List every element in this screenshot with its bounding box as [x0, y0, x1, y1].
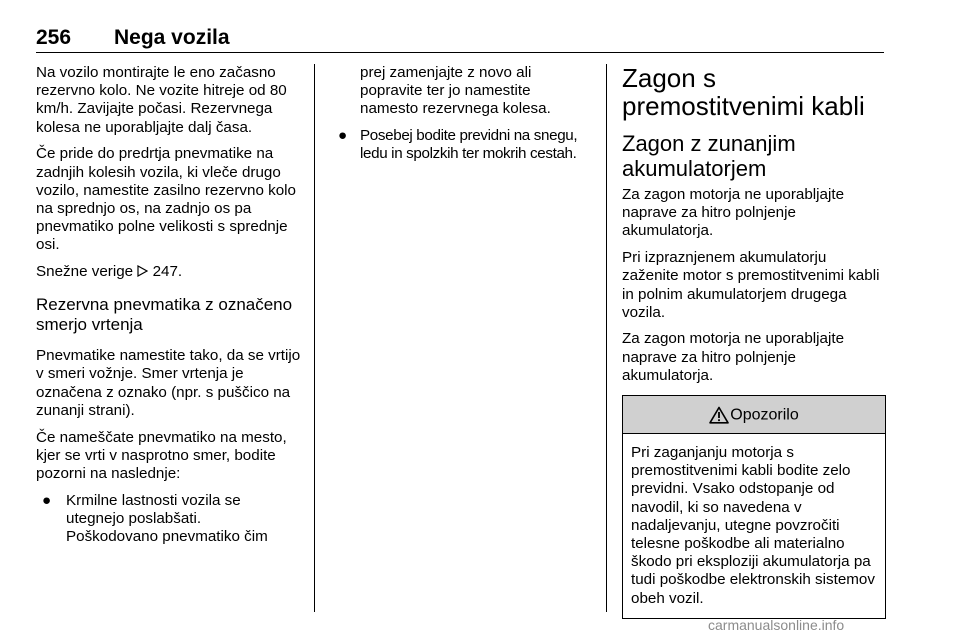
column-divider — [606, 64, 607, 612]
page-title: Nega vozila — [114, 26, 230, 49]
paragraph: Za zagon motorja ne uporabljajte naprave za hitro polnjenje akumulatorja. — [622, 330, 845, 384]
list-item-text: Poškodovano pnevmatiko čim — [66, 528, 268, 546]
section-heading: Rezervna pnevmatika z označeno smerjo vrtenja — [36, 295, 293, 335]
paragraph: Če pride do predrtja pnevmatike na zadnjih kolesih vozila, ki vleče drugo vozilo, namestite zasilno rezervno kolo na sprednjo os, na zadnjo os pa pnevmatiko polne velikosti s sprednje osi. — [36, 145, 296, 254]
reference-arrow-icon — [137, 265, 148, 277]
reference-page: 247. — [152, 263, 183, 281]
column-middle — [330, 64, 592, 171]
bullet-list — [36, 492, 302, 547]
list-item — [330, 127, 592, 163]
reference-text: Snežne verige — [36, 263, 134, 281]
page-number: 256 — [36, 26, 72, 49]
list-item-text: Posebej bodite previdni na snegu, ledu in spolzkih ter mokrih cestah. — [360, 126, 578, 162]
column-divider — [314, 64, 315, 612]
paragraph: Za zagon motorja ne uporabljajte naprave za hitro polnjenje akumulatorja. — [622, 186, 845, 240]
bullet-icon: ● — [42, 491, 52, 509]
paragraph: Pri izpraznjenem akumulatorju zaženite motor s premostitvenimi kabli in polnim akumulatorjem drugega vozila. — [622, 249, 880, 321]
paragraph: Pnevmatike namestite tako, da se vrtijo v smeri vožnje. Smer vrtenja je označena z oznako (npr. s puščico na zunanji strani). — [36, 347, 301, 419]
warning-header — [623, 396, 885, 434]
warning-title: Opozorilo — [730, 406, 799, 424]
list-item-continuation: prej zamenjajte z novo ali popravite ter jo namestite namesto rezervnega kolesa. — [360, 64, 551, 118]
section-heading: Zagon z zunanjim akumulatorjem — [622, 131, 796, 181]
list-item — [36, 492, 302, 547]
warning-triangle-icon — [709, 406, 729, 424]
page-header — [36, 22, 884, 53]
paragraph: Če nameščate pnevmatiko na mesto, kjer se vrti v nasprotno smer, bodite pozorni na naslednje: — [36, 428, 287, 482]
watermark: carmanualsonline.info — [708, 617, 845, 633]
paragraph: Na vozilo montirajte le eno začasno rezervno kolo. Ne vozite hitreje od 80 km/h. Zavijajte počasi. Rezervnega kolesa ne uporabljajte dalj časa. — [36, 64, 287, 136]
bullet-list — [330, 127, 592, 163]
chapter-heading: Zagon s premostitvenimi kabli — [622, 63, 865, 121]
warning-box — [622, 395, 886, 619]
warning-text: Pri zaganjanju motorja s premostitvenimi kabli bodite zelo previdni. Vsako odstopanje od navodil, ki so navedena v nadaljevanju, utegne povzročiti telesne poškodbe ali materialno škodo pri eksploziji akumulatorja pa tudi poškodbe elektronskih sistemov obeh vozil. — [631, 444, 875, 607]
column-right — [622, 64, 886, 619]
list-item-text: Krmilne lastnosti vozila se utegnejo poslabšati. — [66, 491, 241, 527]
cross-reference — [36, 263, 302, 281]
column-left — [36, 64, 302, 554]
bullet-icon: ● — [338, 126, 348, 144]
